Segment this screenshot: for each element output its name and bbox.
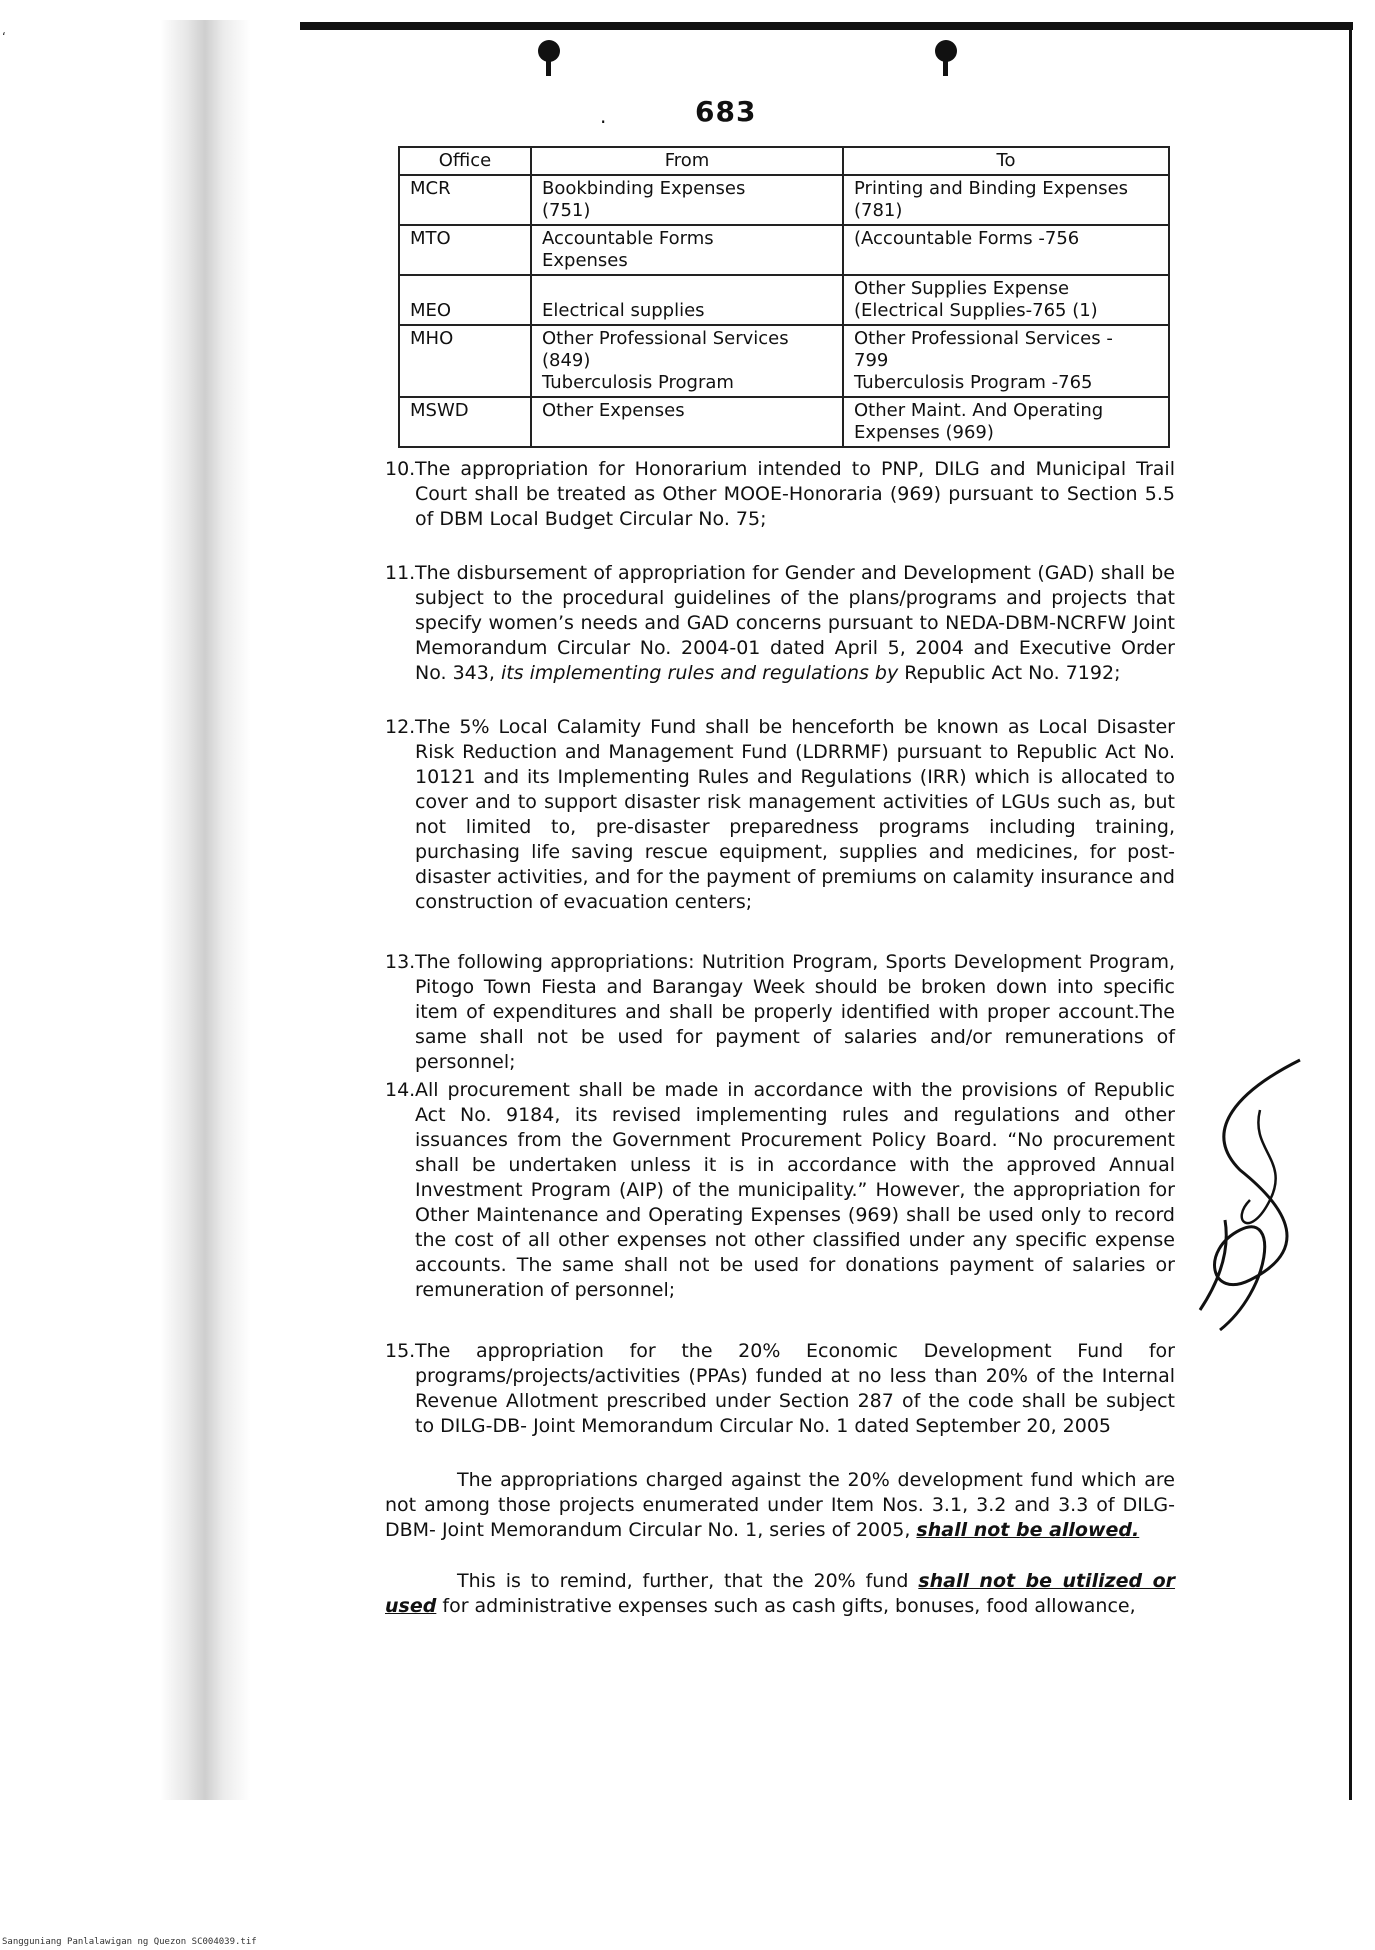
to-cell: Printing and Binding Expenses (781) bbox=[843, 175, 1169, 225]
item-11: 11. The disbursement of appropriation for Gender and Development (GAD) shall be subject to the procedural guidelines of the plans/programs and projects that specify women’s needs and GAD concerns pursuant to NEDA-DBM-NCRFW Joint Memorandum Circular No. 2004-01 dated April 5, 2004 and Executive Order No. 343, its implementing rules and regulations by Republic Act No. 7192; bbox=[385, 562, 1175, 684]
item-13: 13. The following appropriations: Nutrition Program, Sports Development Program, Pitogo Town Fiesta and Barangay Week should be broken down into specific item of expenditures and shall be properly identified with proper account.The same shall not be used for payment of salaries and/or remunerations of personnel; bbox=[385, 951, 1175, 1073]
office-cell: MHO bbox=[399, 325, 531, 397]
scan-speck: · bbox=[600, 110, 607, 134]
page-number: 683 bbox=[695, 95, 757, 128]
column-header-to: To bbox=[843, 147, 1169, 175]
scan-right-border bbox=[1349, 30, 1352, 1800]
table-row bbox=[399, 325, 1169, 397]
from-cell: Other Expenses bbox=[531, 397, 843, 447]
office-transfer-table bbox=[398, 146, 1170, 448]
paragraph-reminder: This is to remind, further, that the 20% fund shall not be utilized or used for administrative expenses such as cash gifts, bonuses, food allowance, bbox=[385, 1570, 1176, 1617]
to-cell: (Accountable Forms -756 bbox=[843, 225, 1169, 275]
column-header-from: From bbox=[531, 147, 843, 175]
scan-top-border bbox=[300, 22, 1353, 30]
margin-mark: ‘ bbox=[2, 30, 6, 44]
punch-hole-icon bbox=[538, 40, 560, 62]
item-10: 10. The appropriation for Honorarium intended to PNP, DILG and Municipal Trail Court shall be treated as Other MOOE-Honoraria (969) pursuant to Section 5.5 of DBM Local Budget Circular No. 75; bbox=[385, 458, 1175, 530]
scan-footer: Sangguniang Panlalawigan ng Quezon SC004039.tif bbox=[2, 1937, 257, 1947]
from-cell: Accountable Forms Expenses bbox=[531, 225, 843, 275]
scan-shadow bbox=[160, 20, 250, 1800]
table-row bbox=[399, 175, 1169, 225]
from-cell: Electrical supplies bbox=[531, 275, 843, 325]
column-header-office: Office bbox=[399, 147, 531, 175]
from-cell: Other Professional Services (849) Tuberculosis Program bbox=[531, 325, 843, 397]
table-row bbox=[399, 397, 1169, 447]
punch-hole-icon bbox=[935, 40, 957, 62]
item-15: 15. The appropriation for the 20% Economic Development Fund for programs/projects/activities (PPAs) funded at no less than 20% of the Internal Revenue Allotment prescribed under Section 287 of the code shall be subject to DILG-DB- Joint Memorandum Circular No. 1 dated September 20, 2005 bbox=[385, 1340, 1175, 1437]
to-cell: Other Supplies Expense (Electrical Supplies-765 (1) bbox=[843, 275, 1169, 325]
office-cell: MCR bbox=[399, 175, 531, 225]
emphasis-not-utilized: shall not be utilized or used bbox=[385, 1570, 1176, 1617]
handwritten-signature bbox=[1180, 1050, 1320, 1350]
office-cell: MSWD bbox=[399, 397, 531, 447]
office-cell: MTO bbox=[399, 225, 531, 275]
item-14: 14. All procurement shall be made in accordance with the provisions of Republic Act No. 9184, its revised implementing rules and regulations and other issuances from the Government Procurement Policy Board. “No procurement shall be undertaken unless it is in accordance with the approved Annual Investment Program (AIP) of the municipality.” However, the appropriation for Other Maintenance and Operating Expenses (969) shall be used only to record the cost of all other expenses not other classified under any specific expense accounts. The same shall not be used for donations payment of salaries or remuneration of personnel; bbox=[385, 1079, 1175, 1301]
from-cell: Bookbinding Expenses (751) bbox=[531, 175, 843, 225]
table-row bbox=[399, 275, 1169, 325]
to-cell: Other Professional Services - 799 Tuberculosis Program -765 bbox=[843, 325, 1169, 397]
paragraph-20-percent-fund: The appropriations charged against the 20% development fund which are not among those projects enumerated under Item Nos. 3.1, 3.2 and 3.3 of DILG-DBM- Joint Memorandum Circular No. 1, series of 2005, shall not be allowed. bbox=[385, 1469, 1175, 1541]
office-cell: MEO bbox=[399, 275, 531, 325]
table-header-row bbox=[399, 147, 1169, 175]
item-12: 12. The 5% Local Calamity Fund shall be henceforth be known as Local Disaster Risk Reduction and Management Fund (LDRRMF) pursuant to Republic Act No. 10121 and its Implementing Rules and Regulations (IRR) which is allocated to cover and to support disaster risk management activities of LGUs such as, but not limited to, pre-disaster preparedness programs including training, purchasing life saving rescue equipment, supplies and medicines, for post-disaster activities, and for the payment of premiums on calamity insurance and construction of evacuation centers; bbox=[385, 716, 1175, 913]
emphasis-not-allowed: shall not be allowed. bbox=[916, 1519, 1140, 1541]
to-cell: Other Maint. And Operating Expenses (969) bbox=[843, 397, 1169, 447]
table-row bbox=[399, 225, 1169, 275]
